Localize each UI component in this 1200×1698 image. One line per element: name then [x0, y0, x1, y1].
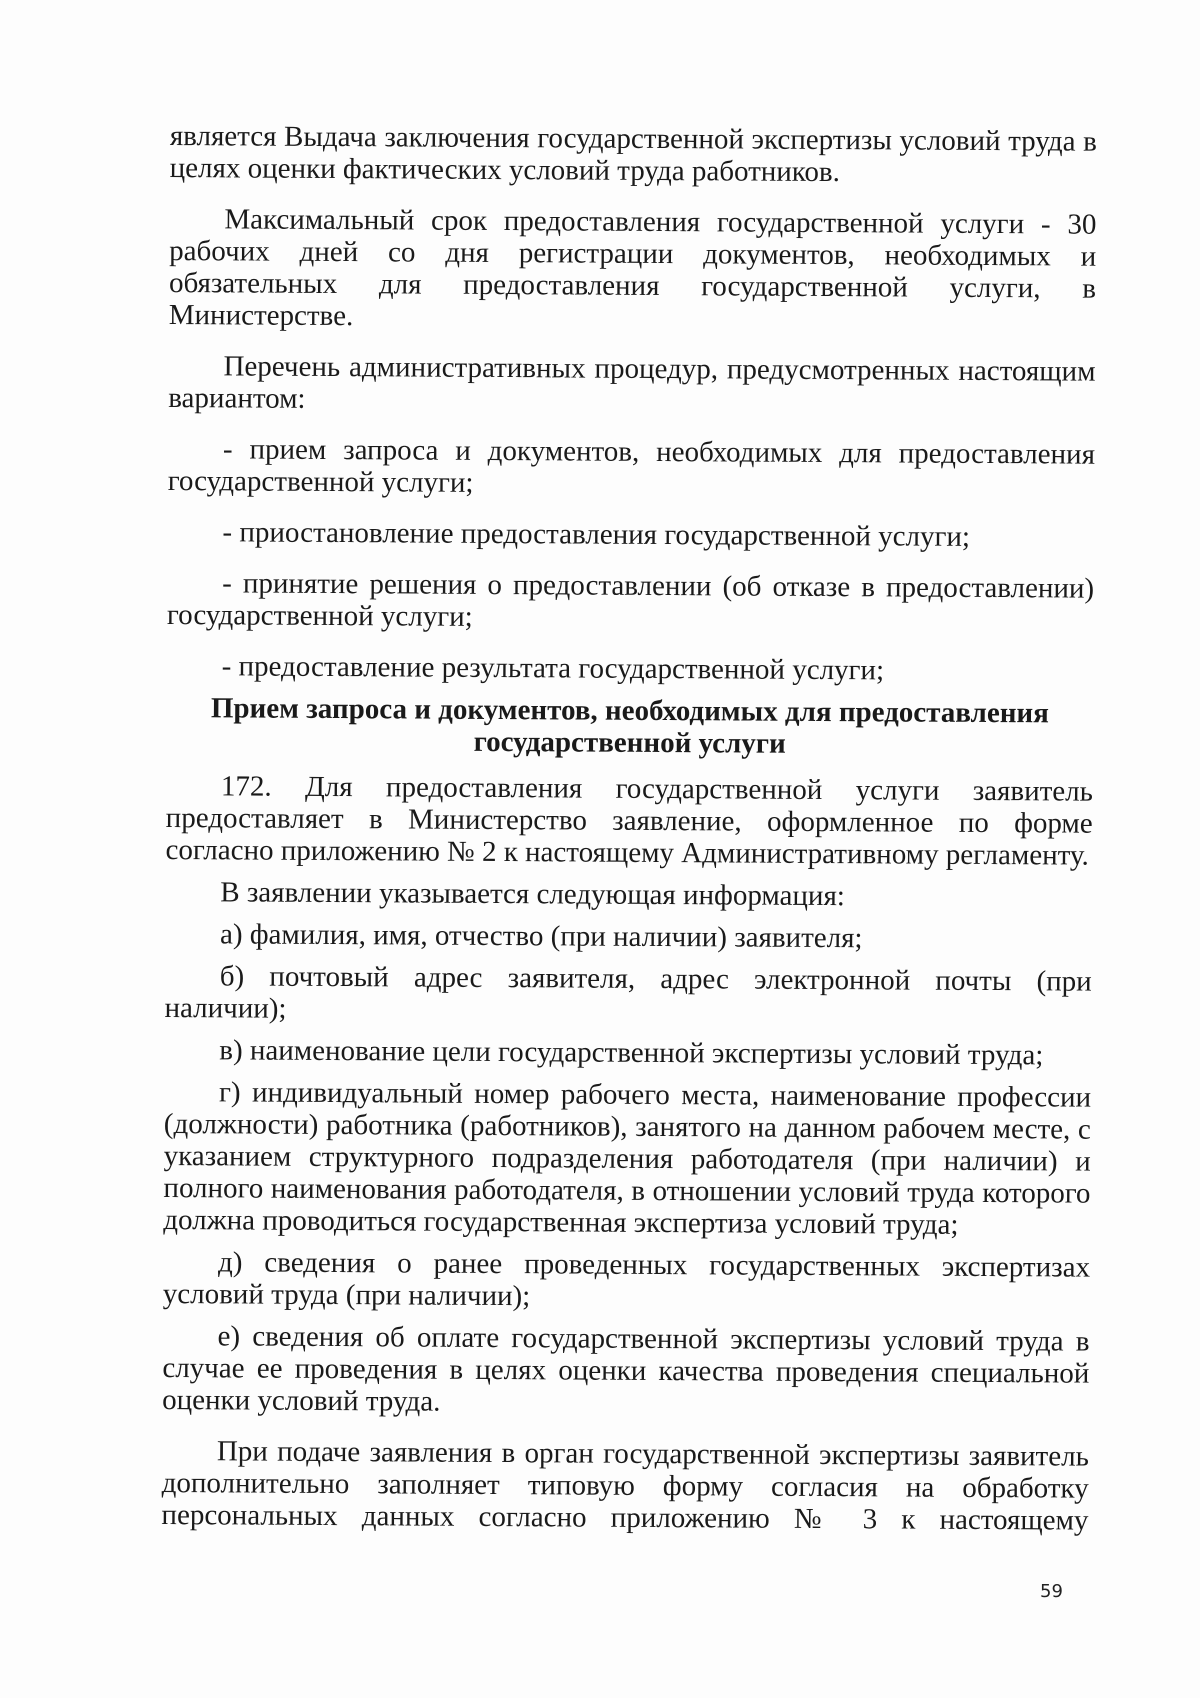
list-item-provide-result: - предоставление результата государственной услуги;: [221, 650, 885, 687]
list-item-g-workplace: г) индивидуальный номер рабочего места, наименование профессии (должности) работника (работников), занятого на данном рабочем месте, с указанием структурного подразделения работодателя (при наличии) и полного наименования работодателя, в отношении условий труда которого должна проводиться государственная экспертиза условий труда;: [163, 1076, 1092, 1241]
list-item-suspension: - приостановление предоставления государственной услуги;: [222, 516, 971, 553]
document-body: [161, 120, 1097, 1556]
page-number: 59: [1040, 1581, 1063, 1602]
list-item-e-payment: е) сведения об оплате государственной экспертизы условий труда в случае ее проведения в целях оценки качества проведения специальной оценки условий труда.: [162, 1320, 1090, 1418]
paragraph-172: 172. Для предоставления государственной услуги заявитель предоставляет в Министерство заявление, оформленное по форме согласно приложению № 2 к настоящему Административному регламенту.: [165, 770, 1094, 872]
paragraph-consent-form: При подаче заявления в орган государственной экспертизы заявитель дополнительно заполняет типовую форму согласия на обработку персональных данных согласно приложению № 3 к настоящему: [161, 1435, 1089, 1537]
paragraph-procedures-list-intro: Перечень административных процедур, предусмотренных настоящим вариантом:: [168, 350, 1096, 415]
list-item-v-purpose: в) наименование цели государственной экспертизы условий труда;: [219, 1034, 1044, 1072]
list-item-receive-request: - прием запроса и документов, необходимых для предоставления государственной услуги;: [167, 433, 1096, 499]
list-item-b-address: б) почтовый адрес заявителя, адрес электронной почты (при наличии);: [164, 960, 1092, 1025]
paragraph-application-info-intro: В заявлении указывается следующая информация:: [220, 876, 845, 913]
paragraph-max-term: Максимальный срок предоставления государственной услуги - 30 рабочих дней со дня регистрации документов, необходимых и обязательных для предоставления государственной услуги, в Министерстве.: [168, 203, 1097, 333]
list-item-decision: - принятие решения о предоставлении (об отказе в предоставлении) государственной услуги;: [166, 567, 1095, 633]
section-heading: Прием запроса и документов, необходимых для предоставления государственной услуги: [210, 692, 1049, 760]
list-item-d-previous-expertise: д) сведения о ранее проведенных государственных экспертизах условий труда (при наличии);: [162, 1246, 1091, 1313]
list-item-a-full-name: а) фамилия, имя, отчество (при наличии) заявителя;: [219, 918, 863, 955]
paragraph-result-continuation: является Выдача заключения государственной экспертизы условий труда в целях оценки фактических условий труда работников.: [169, 120, 1097, 189]
